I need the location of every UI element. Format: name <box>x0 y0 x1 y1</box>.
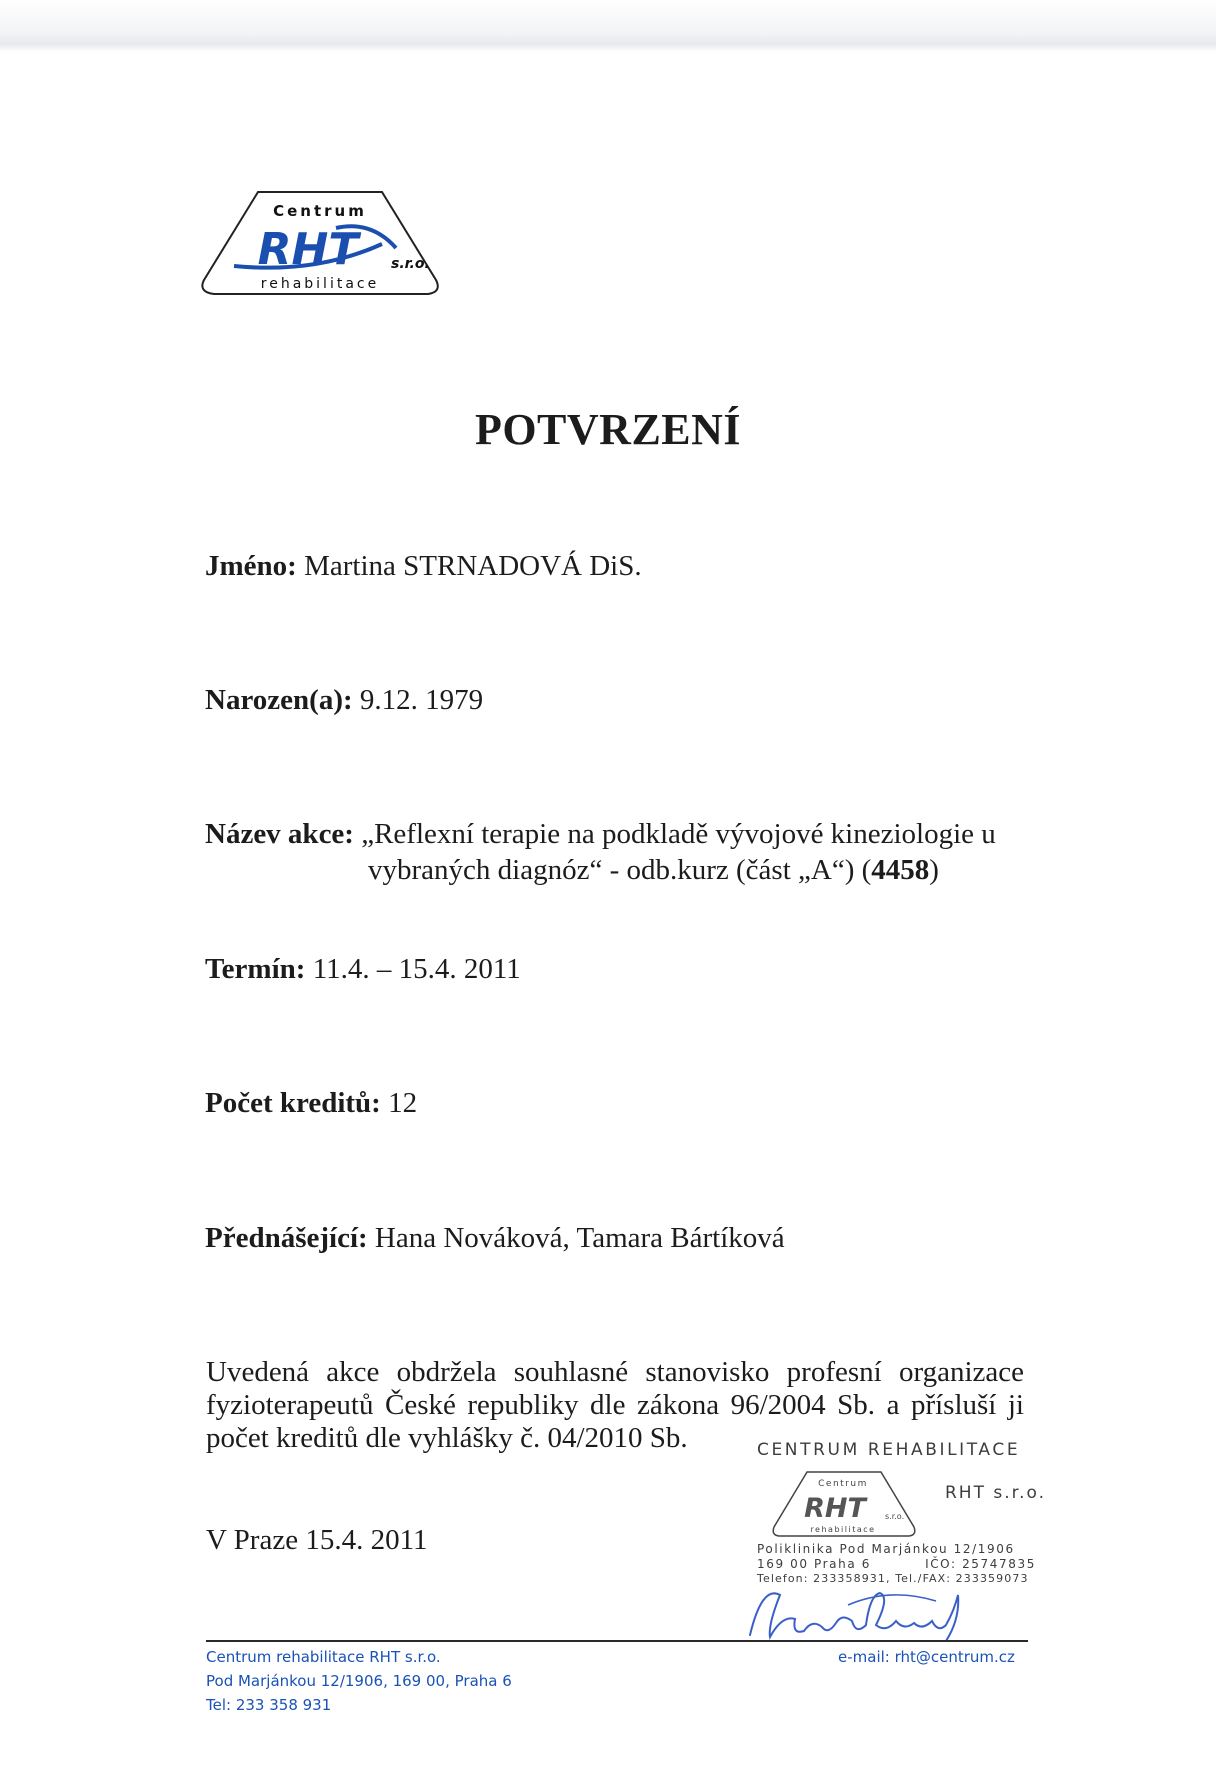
term-value: 11.4. – 15.4. 2011 <box>312 953 521 985</box>
paragraph-line1: Uvedená akce obdržela souhlasné stanovisko profesní organizace <box>206 1356 1024 1388</box>
footer-address: Pod Marjánkou 12/1906, 169 00, Praha 6 <box>206 1672 512 1690</box>
stamp-logo-bottom: rehabilitace <box>810 1525 876 1534</box>
logo-mark-text: RHT <box>257 224 359 275</box>
stamp-heading: CENTRUM REHABILITACE <box>757 1440 1021 1460</box>
born-label: Narozen(a): <box>205 684 353 716</box>
event-line2 <box>368 852 939 888</box>
lecturers-label: Přednášející: <box>205 1222 368 1254</box>
field-lecturers <box>205 1220 785 1256</box>
field-term <box>205 951 521 987</box>
lecturers-value: Hana Nováková, Tamara Bártíková <box>374 1222 785 1254</box>
stamp-logo <box>769 1467 919 1543</box>
paragraph-line3: počet kreditů dle vyhlášky č. 04/2010 Sb. <box>206 1422 688 1454</box>
rht-logo <box>196 184 446 304</box>
event-code: 4458 <box>871 854 930 886</box>
logo-top-text: Centrum <box>273 202 367 220</box>
field-name <box>205 548 642 584</box>
scan-top-edge <box>0 0 1216 52</box>
credits-value: 12 <box>388 1087 418 1119</box>
stamp-company: RHT s.r.o. <box>945 1483 1046 1503</box>
footer-contact <box>206 1645 512 1717</box>
stamp-city-ico: 169 00 Praha 6 IČO: 25747835 <box>757 1557 1036 1571</box>
field-born <box>205 682 483 718</box>
footer-rule <box>206 1640 1028 1642</box>
event-label: Název akce: <box>205 818 354 850</box>
term-label: Termín: <box>205 953 306 985</box>
name-label: Jméno: <box>205 550 297 582</box>
stamp-phone: Telefon: 233358931, Tel./FAX: 233359073 <box>757 1572 1029 1585</box>
stamp-logo-suffix: s.r.o. <box>885 1512 905 1521</box>
footer-email: e-mail: rht@centrum.cz <box>838 1648 1015 1666</box>
logo-suffix: s.r.o. <box>391 256 430 272</box>
credits-label: Počet kreditů: <box>205 1087 381 1119</box>
stamp-address: Poliklinika Pod Marjánkou 12/1906 <box>757 1542 1015 1556</box>
event-line1: „Reflexní terapie na podkladě vývojové kineziologie u <box>361 818 996 850</box>
logo-bottom-text: rehabilitace <box>260 276 380 292</box>
name-value: Martina STRNADOVÁ DiS. <box>304 550 642 582</box>
born-value: 9.12. 1979 <box>359 684 484 716</box>
stamp-logo-mark: RHT <box>804 1493 866 1524</box>
event-close: ) <box>929 854 939 886</box>
stamp-logo-top: Centrum <box>818 1479 868 1489</box>
paragraph-line2: fyzioterapeutů České republiky dle zákona 96/2004 Sb. a přísluší ji <box>206 1389 1024 1421</box>
footer-phone: Tel: 233 358 931 <box>206 1696 332 1714</box>
place-date: V Praze 15.4. 2011 <box>206 1524 428 1556</box>
event-line2-text: vybraných diagnóz“ - odb.kurz (část „A“) ( <box>368 854 872 886</box>
handwritten-signature <box>740 1575 980 1645</box>
document-title: POTVRZENÍ <box>474 405 742 454</box>
field-event <box>205 816 996 886</box>
field-credits <box>205 1085 417 1121</box>
footer-company: Centrum rehabilitace RHT s.r.o. <box>206 1648 441 1666</box>
